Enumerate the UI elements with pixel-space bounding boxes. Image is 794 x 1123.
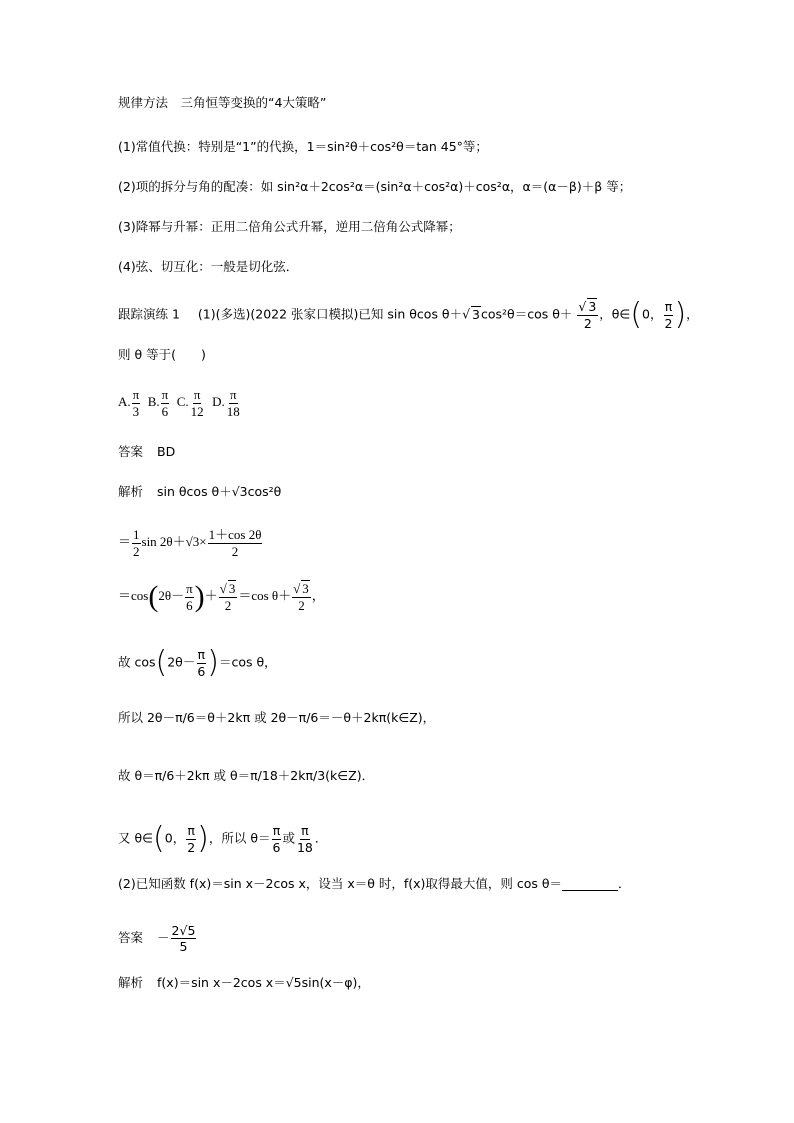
option-d: D. $\frac{\pi}{18}$ xyxy=(212,387,240,419)
exercise-question-1-line2: 则 θ 等于( ) xyxy=(118,347,206,362)
option-c: C. $\frac{\pi}{12}$ xyxy=(176,387,204,419)
section-title: 规律方法 三角恒等变换的“4大策略” xyxy=(118,95,327,110)
strategy-2: (2)项的拆分与角的配凑：如 sin²α＋2cos²α＝(sin²α＋cos²α)＋cos²α，α＝(α－β)＋β 等； xyxy=(118,179,632,194)
analysis-step-4: 故 cos(2θ－ $\frac{\pi}{6}$ )＝cos θ， xyxy=(118,645,277,680)
answer-2: 答案 － $\frac{2√5}{5}$ xyxy=(118,923,196,955)
fraction: $\frac{√ 3}{2}$ xyxy=(578,299,597,331)
analysis-step-2: ＝ $\frac{1}{2}$ sin 2θ＋√3× $\frac{1+\cos 2\theta}{2}$ xyxy=(118,527,262,559)
strategy-1: (1)常值代换：特别是“1”的代换，1＝sin²θ＋cos²θ＝tan 45°等； xyxy=(118,139,488,154)
answer-blank xyxy=(562,879,618,891)
analysis-step-1: 解析 sin θcos θ＋√3cos²θ xyxy=(118,484,282,499)
option-b: B. $\frac{\pi}{6}$ xyxy=(147,387,169,419)
options-row xyxy=(118,388,242,418)
analysis-step-3: ＝cos(2θ－ $\frac{\pi}{6}$ )＋ $\frac{√ 3}{2}$ ＝cos θ＋ $\frac{√ 3}{2}$ ， xyxy=(118,580,325,614)
exercise-label: 跟踪演练 1 xyxy=(118,306,180,322)
analysis-step-8: 解析 f(x)＝sin x－2cos x＝√5sin(x－φ)， xyxy=(118,975,370,990)
analysis-step-7: 又 θ∈(0， $\frac{\pi}{2}$ )，所以 θ＝ $\frac{\pi}{6}$ 或 $\frac{\pi}{18}$ ． xyxy=(118,821,328,856)
answer-1: 答案 BD xyxy=(118,444,176,459)
strategy-3: (3)降幂与升幂：正用二倍角公式升幂，逆用二倍角公式降幂； xyxy=(118,219,461,234)
analysis-step-6: 故 θ＝π/6＋2kπ 或 θ＝π/18＋2kπ/3(k∈Z)． xyxy=(118,768,375,783)
analysis-step-5: 所以 2θ－π/6＝θ＋2kπ 或 2θ－π/6＝－θ＋2kπ(k∈Z)， xyxy=(118,710,436,725)
exercise-question-1: 跟踪演练 1 (1)(多选)(2022 张家口模拟)已知 sin θcos θ＋√ 3cos²θ＝cos θ＋ $\frac{√ 3}{2}$ ，θ∈(0， $\frac{\pi}{2}$ )， xyxy=(118,297,699,332)
option-a: A. $\frac{\pi}{3}$ xyxy=(118,387,140,419)
exercise-question-2: (2)已知函数 f(x)＝sin x－2cos x，设当 x＝θ 时，f(x)取得最大值，则 cos θ＝ ． xyxy=(118,876,631,891)
strategy-4: (4)弦、切互化：一般是切化弦． xyxy=(118,259,299,274)
